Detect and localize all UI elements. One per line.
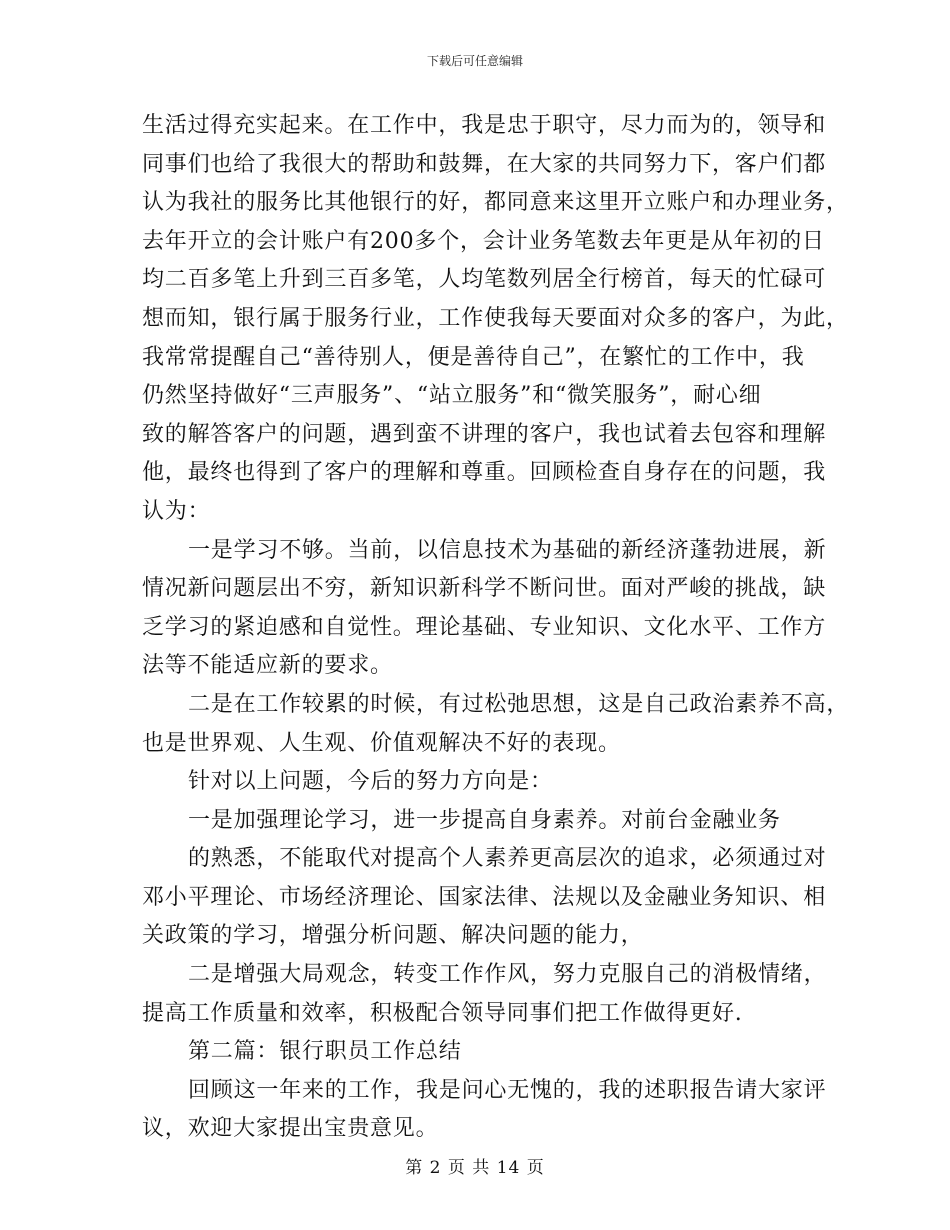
text-line: 均二百多笔上升到三百多笔，人均笔数列居全行榜首，每天的忙碌可 <box>142 267 827 293</box>
text-line: 提高工作质量和效率，积极配合领导同事们把工作做得更好. <box>142 1000 743 1026</box>
text-line: 二是增强大局观念，转变工作作风，努力克服自己的消极情绪， <box>188 962 827 988</box>
text-line: 法等不能适应新的要求。 <box>142 653 393 679</box>
text-line: 回顾这一年来的工作，我是问心无愧的，我的述职报告请大家评 <box>188 1077 827 1103</box>
text-line: 议，欢迎大家提出宝贵意见。 <box>142 1116 439 1142</box>
text-line: 关政策的学习，增强分析问题、解决问题的能力， <box>142 923 644 949</box>
text-line: 邓小平理论、市场经济理论、国家法律、法规以及金融业务知识、相 <box>142 884 827 910</box>
text-line: 一是学习不够。当前，以信息技术为基础的新经济蓬勃进展，新 <box>188 537 827 563</box>
text-line: 二是在工作较累的时候，有过松弛思想，这是自己政治素养不高， <box>188 691 850 717</box>
page-header: 下载后可任意编辑 <box>426 54 523 68</box>
text-line: 针对以上问题，今后的努力方向是： <box>188 769 553 795</box>
text-line: 致的解答客户的问题，遇到蛮不讲理的客户，我也试着去包容和理解 <box>142 421 827 447</box>
text-line: 他，最终也得到了客户的理解和尊重。回顾检查自身存在的问题，我 <box>142 460 827 486</box>
section-heading: 第二篇：银行职员工作总结 <box>188 1039 462 1065</box>
text-line: 也是世界观、人生观、价值观解决不好的表现。 <box>142 730 621 756</box>
text-line: 想而知，银行属于服务行业，工作使我每天要面对众多的客户，为此， <box>142 305 849 331</box>
text-line: 仍然坚持做好“三声服务”、“站立服务”和“微笑服务”，耐心细 <box>142 383 762 409</box>
text-line: 的熟悉，不能取代对提高个人素养更高层次的追求，必须通过对 <box>188 846 827 872</box>
text-line: 认为我社的服务比其他银行的好，都同意来这里开立账户和办理业务， <box>142 190 849 216</box>
page-number: 第 2 页 共 14 页 <box>405 1158 545 1178</box>
text-line: 乏学习的紧迫感和自觉性。理论基础、专业知识、文化水平、工作方 <box>142 614 827 640</box>
document-body <box>142 107 850 1149</box>
text-line: 生活过得充实起来。在工作中，我是忠于职守，尽力而为的，领导和 <box>142 113 827 138</box>
text-line: 认为： <box>142 498 211 524</box>
text-line: 去年开立的会计账户有200多个，会计业务笔数去年更是从年初的日 <box>142 228 825 254</box>
text-line: 同事们也给了我很大的帮助和鼓舞，在大家的共同努力下，客户们都 <box>142 151 827 177</box>
text-line: 我常常提醒自己“善待别人，便是善待自己”，在繁忙的工作中，我 <box>142 344 805 370</box>
text-line: 情况新问题层出不穷，新知识新科学不断问世。面对严峻的挑战，缺 <box>142 576 827 602</box>
text-line: 一是加强理论学习，进一步提高自身素养。对前台金融业务 <box>188 807 781 833</box>
